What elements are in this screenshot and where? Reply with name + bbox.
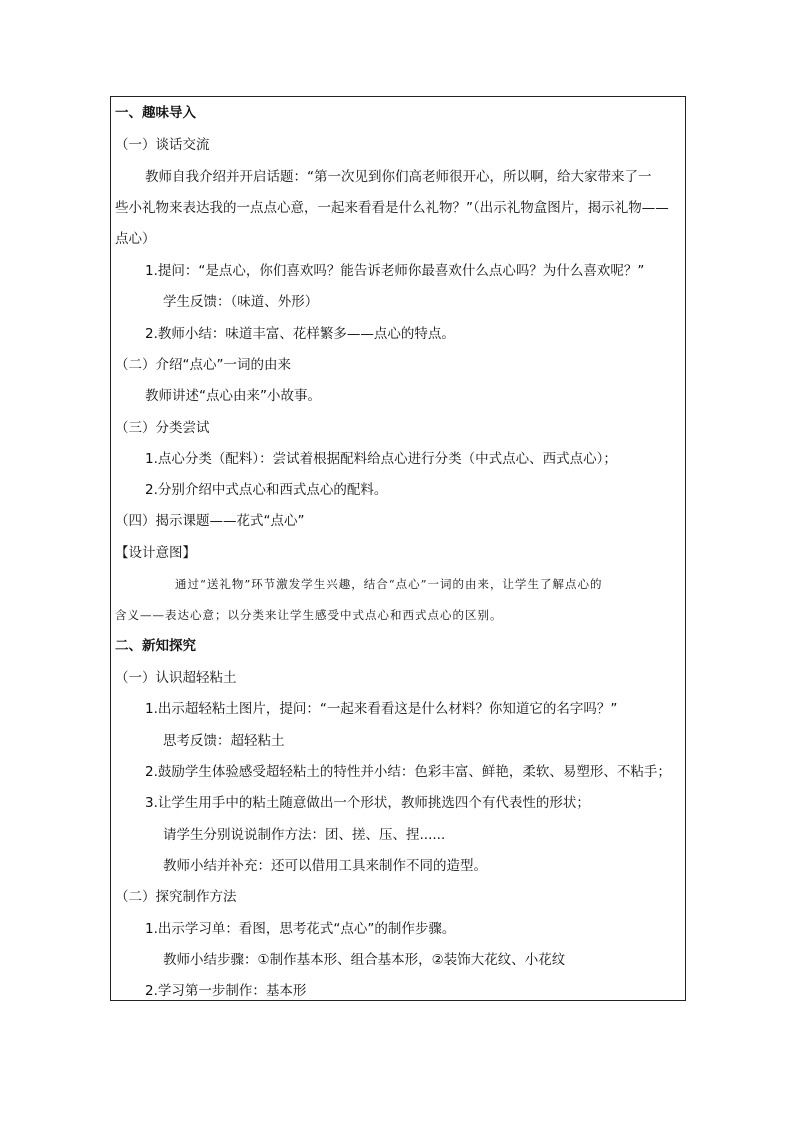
text-line: 1.出示超轻粘土图片，提问：“一起来看看这是什么材料？你知道它的名字吗？”	[145, 701, 618, 717]
text-line: 2.分别介绍中式点心和西式点心的配料。	[145, 482, 388, 498]
text-line: 教师小结并补充：还可以借用工具来制作不同的造型。	[163, 858, 487, 874]
text-line: 学生反馈：（味道、外形）	[163, 294, 319, 310]
text-line: 1.点心分类（配料）：尝试着根据配料给点心进行分类（中式点心、西式点心）；	[145, 451, 617, 467]
text-line: （三）分类尝试	[115, 420, 210, 436]
text-line: 点心）	[115, 231, 156, 247]
text-line: 2.鼓励学生体验感受超轻粘土的特性并小结：色彩丰富、鲜艳，柔软、易塑形、不粘手；	[145, 764, 671, 780]
text-line: 请学生分别说说制作方法：团、搓、压、捏......	[163, 827, 446, 843]
section-heading: 二、新知探究	[115, 638, 196, 654]
section-heading: 一、趣味导入	[115, 105, 196, 121]
design-intent-text: 含义——表达心意；以分类来让学生感受中式点心和西式点心的区别。	[115, 608, 503, 622]
text-line: （四）揭示课题——花式“点心”	[115, 513, 305, 529]
text-line: 3.让学生用手中的粘土随意做出一个形状，教师挑选四个有代表性的形状；	[145, 795, 590, 811]
text-line: （一）认识超轻粘土	[115, 670, 237, 686]
lesson-plan-table-cell	[110, 96, 686, 1001]
text-line: 思考反馈：超轻粘土	[163, 733, 285, 749]
text-line: 些小礼物来表达我的一点点心意，一起来看看是什么礼物？”（出示礼物盒图片，揭示礼物——	[115, 200, 669, 216]
design-intent-text: 通过“送礼物”环节激发学生兴趣，结合“点心”一词的由来，让学生了解点心的	[175, 577, 603, 591]
text-line: 教师小结步骤：①制作基本形、组合基本形，②装饰大花纹、小花纹	[163, 952, 566, 968]
text-line: （二）探究制作方法	[115, 889, 237, 905]
text-line: 1.出示学习单：看图，思考花式“点心”的制作步骤。	[145, 921, 456, 937]
text-line: 【设计意图】	[115, 545, 196, 561]
text-line: （一）谈话交流	[115, 137, 210, 153]
text-line: 教师自我介绍并开启话题：“第一次见到你们高老师很开心，所以啊，给大家带来了一	[145, 169, 652, 185]
text-line: （二）介绍“点心”一词的由来	[115, 357, 291, 373]
text-line: 教师讲述“点心由来”小故事。	[145, 388, 321, 404]
text-line: 2.教师小结：味道丰富、花样繁多——点心的特点。	[145, 326, 455, 342]
text-line: 1.提问：“是点心，你们喜欢吗？能告诉老师你最喜欢什么点心吗？为什么喜欢呢？”	[145, 263, 645, 279]
text-line: 2.学习第一步制作：基本形	[145, 983, 307, 999]
